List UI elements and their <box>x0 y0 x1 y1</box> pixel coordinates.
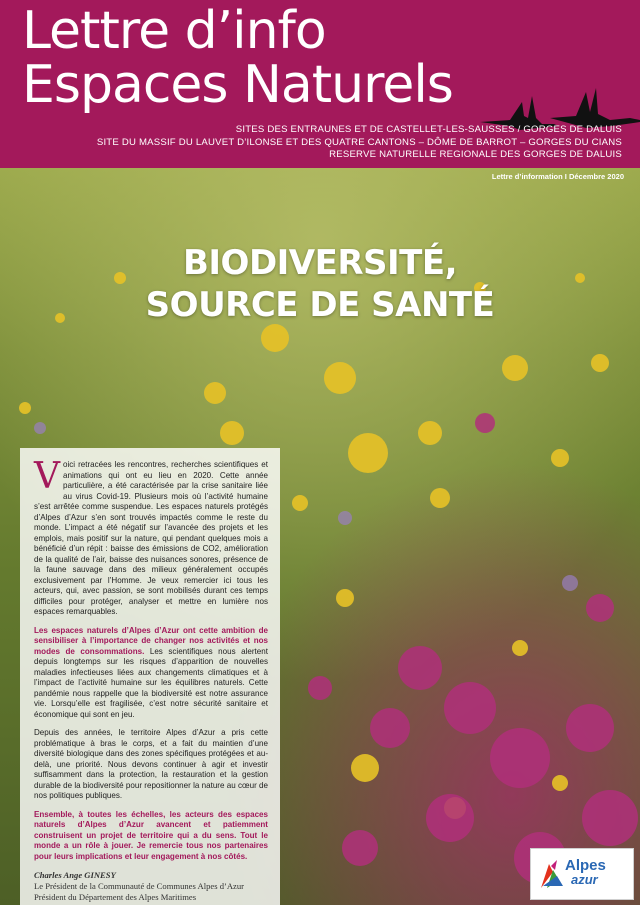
logo-line2: azur <box>571 872 598 887</box>
logo-line1: Alpes <box>565 857 606 874</box>
editorial-paragraph-3: Depuis des années, le territoire Alpes d’Azur a pris cette problématique à bras le corps, et a fait du maintien d’une diversité biologique dans des zones spécifiques protégées et au-delà, une priorité. Nous devons continuer à agir et investir suffisamment dans la protection, la restauration et la gestion durable de la biodiversité pour repositionner la nature au cœur de nos politiques publiques. <box>34 728 268 800</box>
signature-role-1: Le Président de la Communauté de Communes Alpes d’Azur <box>34 881 245 891</box>
editorial-p2-text: Les scientifiques nous alertent depuis longtemps sur les risques d’apparition de nouvelles maladies infectieuses liées aux changements climatiques et à l’impact de l’activité humaine sur les équilibres naturels. Cette pandémie nous rappelle que la biodiversité est notre assurance vie. Lorsqu’elle est fragilisée, c’est notre sécurité sanitaire et économique qui sont en jeu. <box>34 646 268 719</box>
editorial-paragraph-2 <box>34 626 268 721</box>
headline-line2: SOURCE DE SANTÉ <box>145 285 495 325</box>
logo-wordmark <box>565 858 606 886</box>
site-list <box>97 124 622 162</box>
alpes-azur-mark-icon <box>539 858 565 892</box>
site-line-1: SITES DES ENTRAUNES ET DE CASTELLET-LES-SAUSSES / GORGES DE DALUIS <box>235 124 622 135</box>
site-line-2: SITE DU MASSIF DU LAUVET D’ILONSE ET DES QUATRE CANTONS – DÔME DE BARROT – GORGES DU CIANS <box>96 136 622 148</box>
editorial-paragraph-1 <box>34 456 268 618</box>
editorial-paragraph-4: Ensemble, à toutes les échelles, les acteurs des espaces naturels d’Alpes d’Azur avancent et patiemment construisent un projet de territoire qui a du sens. Tout le monde a un rôle à jouer. Je remercie tous nos partenaires pour leurs implications et leur engagement à nos côtés. <box>34 809 268 861</box>
editorial-p1-text: oici retracées les rencontres, recherches scientifiques et animations qui ont eu lieu en 2020. Cette année particulière, a été caractérisée par la crise sanitaire liée au virus Covid-19. Plusieurs mois où l’activité humaine s’est arrêtée comme suspendue. Les espaces naturels protégés d’Alpes d’Azur s’en sont trouvés impactés comme le reste du monde. L’impact a été négatif sur l’avancée des projets et les emplois, mais positif sur la nature, qui pendant quelques mois a bénéficié d’un répit : baisse des émissions de CO2, amélioration de la qualité de l’air, baisse des nuisances sonores, présence de la faune sauvage dans des milieux généralement occupés exclusivement par l’Homme. Je veux remercier ici tous les acteurs, qui, avec passion, se sont mobilisés durant ces temps difficiles pour protéger, analyser et mettre en lumière nos espaces remarquables. <box>34 460 268 616</box>
site-line-3: RESERVE NATURELLE REGIONALE DES GORGES DE DALUIS <box>329 149 622 160</box>
cover-headline <box>0 242 640 326</box>
editorial-panel <box>20 448 280 905</box>
issue-label: Lettre d’information I Décembre 2020 <box>491 172 624 181</box>
signature <box>34 870 268 903</box>
masthead <box>0 0 640 168</box>
masthead-title-line1: Lettre d’info <box>22 1 326 61</box>
alpes-azur-logo <box>530 848 634 900</box>
editorial-p2-highlight: Les espaces naturels d’Alpes d’Azur ont cette ambition de sensibiliser à l’importance de changer nos activités et nos modes de consommations. <box>34 625 268 656</box>
dropcap: V <box>34 456 60 497</box>
masthead-title-line2: Espaces Naturels <box>22 55 453 115</box>
headline-line1: BIODIVERSITÉ, <box>182 243 458 283</box>
signature-name: Charles Ange GINESY <box>34 870 116 880</box>
signature-role-2: Président du Département des Alpes Maritimes <box>34 892 197 902</box>
